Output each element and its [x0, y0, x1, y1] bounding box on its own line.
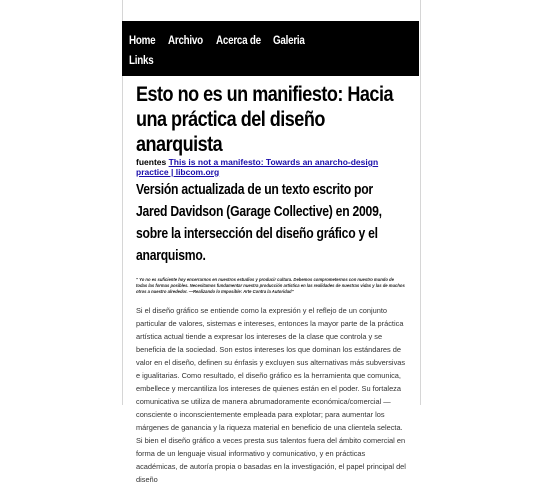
- nav-link-galeria[interactable]: Galeria: [273, 33, 305, 47]
- nav-link-home[interactable]: Home: [129, 33, 156, 47]
- source-link[interactable]: This is not a manifesto: Towards an anarcho-design practice | libcom.org: [136, 157, 379, 177]
- article-subtitle: Versión actualizada de un texto escrito por Jared Davidson (Garage Collective) en 2009, sobre la intersección del diseño gráfico y el anarquismo.: [136, 182, 382, 264]
- epigraph-quote: " Yo no es suficiente hoy encerrarnos en nuestros estudios y producir cultura. Debemos comprometernos con nuestro mundo de todas las formas posibles. Necesitamos fundamentar nuestra producción artística en las realidades de nuestras vidas y las de muchos otros a nuestro alrededor. —Realizando lo Imposible: Arte Contra la Autoridad": [136, 277, 405, 294]
- top-navbar: [122, 21, 419, 76]
- source-prefix: fuentes: [136, 157, 169, 167]
- nav-link-acerca-de[interactable]: Acerca de: [216, 33, 261, 47]
- nav-link-archivo[interactable]: Archivo: [168, 33, 203, 47]
- article-title: Esto no es un manifiesto: Hacia una práctica del diseño anarquista: [136, 83, 393, 156]
- article-source: [136, 157, 406, 177]
- nav-link-links[interactable]: Links: [129, 53, 154, 67]
- article: [136, 82, 406, 493]
- article-body: Si el diseño gráfico se entiende como la expresión y el reflejo de un conjunto particular de valores, sistemas e intereses, entonces la mayor parte de la práctica artística actual tiende a expresar los intereses de la clase que controla y se beneficia de la sociedad. Son estos intereses los que dominan los estándares de valor en el diseño, definen su énfasis y excluyen sus alternativas más subversivas e igualitarias. Como resultado, el diseño gráfico es la herramienta que comunica, embellece y mercantiliza los intereses de quienes están en el poder. Su fortaleza comunicativa se utiliza de manera abrumadoramente económica/comercial — consciente o inconscientemente empleada para explotar; para aumentar los márgenes de ganancia y la riqueza material en beneficio de una clientela selecta. Si bien el diseño gráfico a veces presta sus talentos fuera del ámbito comercial en forma de un lenguaje visual informativo y comunicativo, y en prácticas académicas, de autoría propia o basadas en la investigación, el papel principal del diseño: [136, 306, 406, 484]
